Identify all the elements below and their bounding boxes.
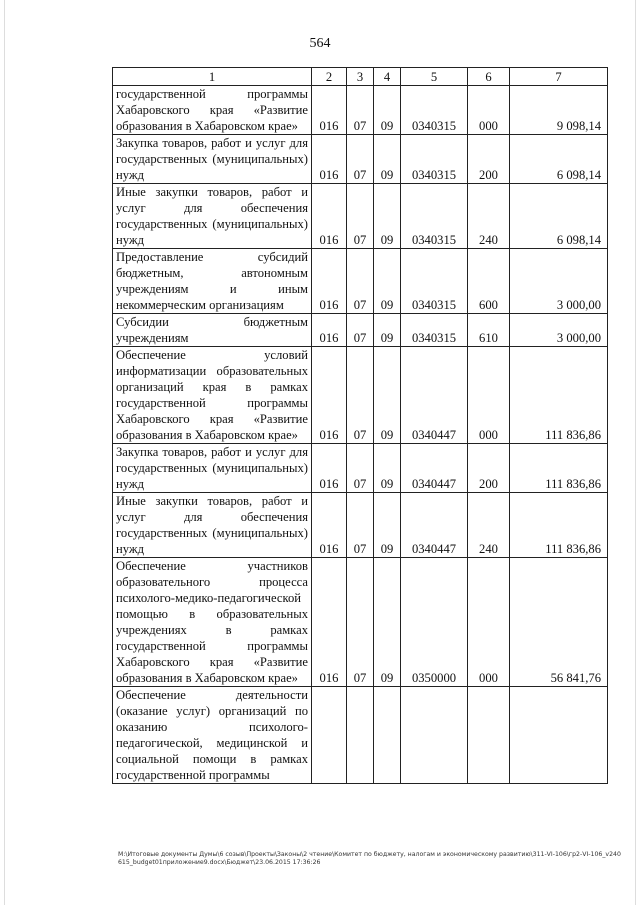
target-article-cell — [401, 687, 468, 784]
section-code-cell — [347, 687, 374, 784]
table-row — [113, 135, 608, 184]
header-cell: 1 — [113, 68, 312, 86]
grbs-code-cell: 016 — [312, 314, 347, 347]
subsection-code-cell: 09 — [374, 86, 401, 135]
scan-edge-left — [4, 0, 5, 905]
header-cell: 6 — [468, 68, 510, 86]
expense-type-cell: 000 — [468, 347, 510, 444]
header-cell: 4 — [374, 68, 401, 86]
header-cell: 7 — [510, 68, 608, 86]
section-code-cell: 07 — [347, 493, 374, 558]
amount-cell: 111 836,86 — [510, 347, 608, 444]
section-code-cell: 07 — [347, 184, 374, 249]
table-row — [113, 493, 608, 558]
header-cell: 3 — [347, 68, 374, 86]
amount-cell: 111 836,86 — [510, 444, 608, 493]
expense-type-cell: 000 — [468, 86, 510, 135]
subsection-code-cell — [374, 687, 401, 784]
amount-cell: 6 098,14 — [510, 184, 608, 249]
subsection-code-cell: 09 — [374, 314, 401, 347]
table-header-row — [113, 68, 608, 86]
row-name-cell: Закупка товаров, работ и услуг для государственных (муниципальных) нужд — [113, 444, 312, 493]
section-code-cell: 07 — [347, 135, 374, 184]
row-name-cell: Иные закупки товаров, работ и услуг для обеспечения государственных (муниципальных) нужд — [113, 493, 312, 558]
subsection-code-cell: 09 — [374, 493, 401, 558]
grbs-code-cell: 016 — [312, 249, 347, 314]
file-path-footer: М:\Итоговые документы Думы\6 созыв\Проекты\Законы\2 чтение\Комитет по бюджету, налогам и экономическому развитию\311-VI-106\гр2-VI-106_v240615_budget01приложение9.docx\Бюджет\23.06.2015 17:36:26 — [118, 851, 621, 866]
expense-type-cell: 200 — [468, 135, 510, 184]
row-name-cell: Обеспечение условий информатизации образовательных организаций края в рамках государственной программы Хабаровского края «Развитие образования в Хабаровском крае» — [113, 347, 312, 444]
table-row — [113, 687, 608, 784]
amount-cell: 6 098,14 — [510, 135, 608, 184]
row-name-cell: Закупка товаров, работ и услуг для государственных (муниципальных) нужд — [113, 135, 312, 184]
grbs-code-cell: 016 — [312, 86, 347, 135]
grbs-code-cell: 016 — [312, 558, 347, 687]
page-number: 564 — [309, 36, 331, 51]
target-article-cell: 0340447 — [401, 347, 468, 444]
section-code-cell: 07 — [347, 558, 374, 687]
row-name-cell: государственной программы Хабаровского края «Развитие образования в Хабаровском крае» — [113, 86, 312, 135]
subsection-code-cell: 09 — [374, 444, 401, 493]
grbs-code-cell: 016 — [312, 135, 347, 184]
expense-type-cell: 240 — [468, 493, 510, 558]
grbs-code-cell — [312, 687, 347, 784]
target-article-cell: 0340447 — [401, 444, 468, 493]
header-cell: 5 — [401, 68, 468, 86]
subsection-code-cell: 09 — [374, 249, 401, 314]
subsection-code-cell: 09 — [374, 347, 401, 444]
row-name-cell: Обеспечение участников образовательного процесса психолого-медико-педагогической помощью в образовательных учреждениях в рамках государственной программы Хабаровского края «Развитие образования в Хабаровском крае» — [113, 558, 312, 687]
row-name-cell: Иные закупки товаров, работ и услуг для обеспечения государственных (муниципальных) нужд — [113, 184, 312, 249]
target-article-cell: 0340315 — [401, 86, 468, 135]
section-code-cell: 07 — [347, 86, 374, 135]
row-name-cell: Субсидии бюджетным учреждениям — [113, 314, 312, 347]
expense-type-cell: 610 — [468, 314, 510, 347]
scan-edge-right — [635, 0, 636, 905]
section-code-cell: 07 — [347, 347, 374, 444]
table-row — [113, 314, 608, 347]
section-code-cell: 07 — [347, 249, 374, 314]
row-name-cell: Обеспечение деятельности (оказание услуг) организаций по оказанию психолого-педагогической, медицинской и социальной помощи в рамках государственной программы — [113, 687, 312, 784]
grbs-code-cell: 016 — [312, 347, 347, 444]
expense-type-cell: 000 — [468, 558, 510, 687]
expense-type-cell — [468, 687, 510, 784]
amount-cell: 3 000,00 — [510, 249, 608, 314]
budget-table — [112, 67, 608, 784]
target-article-cell: 0340315 — [401, 249, 468, 314]
table-row — [113, 86, 608, 135]
grbs-code-cell: 016 — [312, 184, 347, 249]
expense-type-cell: 200 — [468, 444, 510, 493]
table-row — [113, 444, 608, 493]
table-row — [113, 558, 608, 687]
header-cell: 2 — [312, 68, 347, 86]
amount-cell — [510, 687, 608, 784]
table-row — [113, 347, 608, 444]
amount-cell: 56 841,76 — [510, 558, 608, 687]
subsection-code-cell: 09 — [374, 135, 401, 184]
section-code-cell: 07 — [347, 314, 374, 347]
expense-type-cell: 240 — [468, 184, 510, 249]
subsection-code-cell: 09 — [374, 184, 401, 249]
target-article-cell: 0350000 — [401, 558, 468, 687]
table-row — [113, 184, 608, 249]
target-article-cell: 0340315 — [401, 184, 468, 249]
amount-cell: 3 000,00 — [510, 314, 608, 347]
section-code-cell: 07 — [347, 444, 374, 493]
grbs-code-cell: 016 — [312, 493, 347, 558]
target-article-cell: 0340315 — [401, 314, 468, 347]
row-name-cell: Предоставление субсидий бюджетным, автономным учреждениям и иным некоммерческим организациям — [113, 249, 312, 314]
grbs-code-cell: 016 — [312, 444, 347, 493]
target-article-cell: 0340447 — [401, 493, 468, 558]
amount-cell: 111 836,86 — [510, 493, 608, 558]
subsection-code-cell: 09 — [374, 558, 401, 687]
table-row — [113, 249, 608, 314]
amount-cell: 9 098,14 — [510, 86, 608, 135]
expense-type-cell: 600 — [468, 249, 510, 314]
target-article-cell: 0340315 — [401, 135, 468, 184]
